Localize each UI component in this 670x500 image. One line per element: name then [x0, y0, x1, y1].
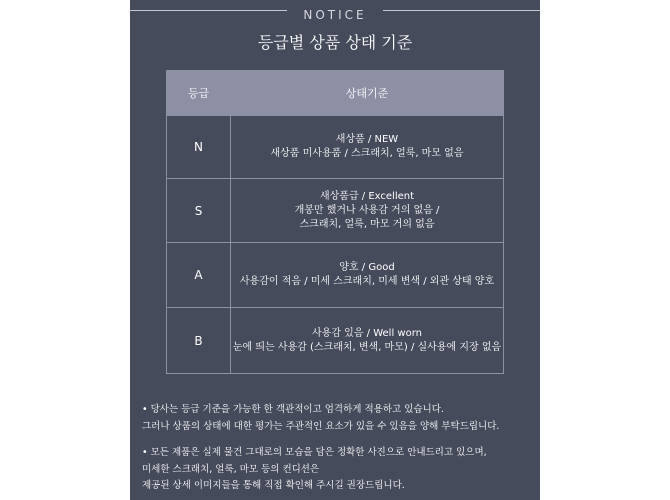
- column-header-criteria: 상태기준: [231, 71, 504, 116]
- criteria-line: 눈에 띄는 사용감 (스크래치, 변색, 마모) / 실사용에 지장 없음: [232, 341, 502, 353]
- column-header-grade: 등급: [167, 71, 231, 116]
- notice-label-text: NOTICE: [287, 8, 382, 22]
- table-row: [167, 116, 504, 179]
- grade-table: [166, 70, 504, 374]
- notice-panel: [130, 0, 540, 500]
- page-title: 등급별 상품 상태 기준: [257, 33, 413, 52]
- table-header-row: [167, 71, 504, 116]
- grade-cell: A: [167, 243, 231, 308]
- grade-cell: N: [167, 116, 231, 179]
- notice-label: [130, 4, 540, 23]
- grade-cell: B: [167, 308, 231, 374]
- criteria-line: 새상품 / NEW: [335, 134, 399, 145]
- criteria-line: 새상품급 / Excellent: [319, 190, 415, 202]
- criteria-line: 사용감 있음 / Well worn: [312, 327, 422, 339]
- table-row: [167, 308, 504, 374]
- note-line: • 당사는 등급 기준을 가능한 한 객관적이고 엄격하게 적용하고 있습니다.: [142, 404, 444, 415]
- criteria-cell: [231, 243, 504, 308]
- table-row: [167, 243, 504, 308]
- note-line: 그러나 상품의 상태에 대한 평가는 주관적인 요소가 있을 수 있음을 양해 부탁드립니다.: [142, 420, 500, 432]
- criteria-line: 사용감이 적음 / 미세 스크래치, 미세 변색 / 외관 상태 양호: [239, 276, 495, 287]
- notes-section: [142, 402, 540, 500]
- note-line: 미세한 스크래치, 얼룩, 마모 등의 컨디션은: [142, 463, 320, 475]
- criteria-cell: [231, 179, 504, 243]
- criteria-line: 스크래치, 얼룩, 마모 거의 없음: [299, 218, 435, 230]
- criteria-line: 개봉만 했거나 사용감 거의 없음 /: [294, 204, 440, 216]
- criteria-cell: [231, 116, 504, 179]
- note-item: [142, 402, 540, 435]
- grade-cell: S: [167, 179, 231, 243]
- note-line: 제공된 상세 이미지들을 통해 직접 확인해 주시길 권장드립니다.: [142, 480, 405, 491]
- table-row: [167, 179, 504, 243]
- criteria-line: 새상품 미사용품 / 스크래치, 얼룩, 마모 없음: [270, 148, 464, 159]
- note-item: [142, 445, 540, 495]
- note-line: • 모든 제품은 실제 물건 그대로의 모습을 담은 정확한 사진으로 안내드리고 있으며,: [142, 447, 487, 458]
- criteria-cell: [231, 308, 504, 374]
- criteria-line: 양호 / Good: [339, 262, 395, 273]
